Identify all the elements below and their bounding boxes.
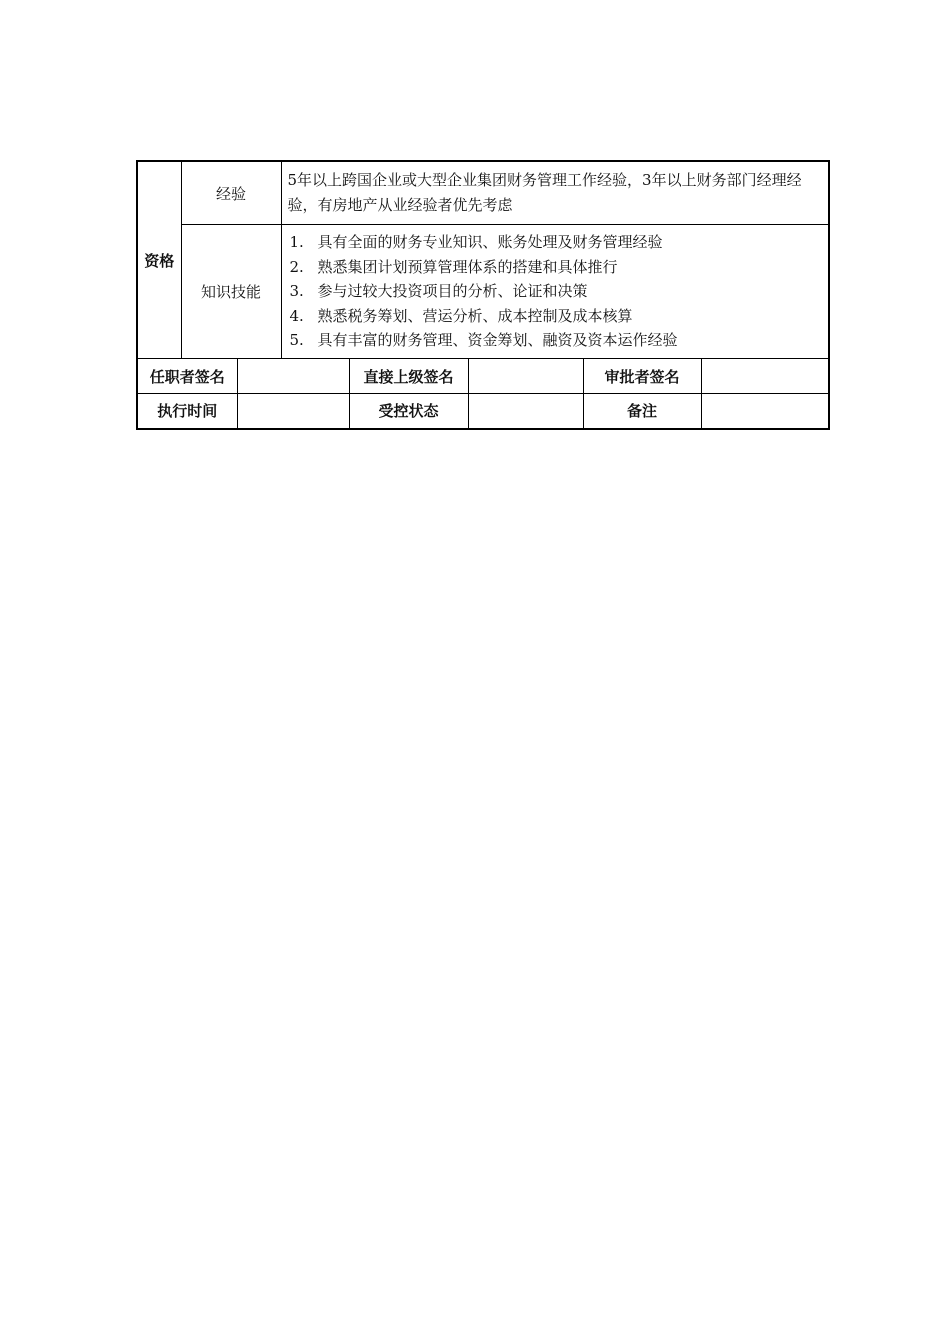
exec-time-label: 执行时间 xyxy=(137,394,237,429)
signature-row xyxy=(137,359,829,394)
control-status-label: 受控状态 xyxy=(349,394,468,429)
control-status-field[interactable] xyxy=(468,394,583,429)
supervisor-signature-label: 直接上级签名 xyxy=(349,359,468,394)
skills-row xyxy=(137,225,829,359)
list-item: 4. 熟悉税务筹划、营运分析、成本控制及成本核算 xyxy=(289,306,633,325)
skills-list xyxy=(290,230,821,353)
remarks-label: 备注 xyxy=(583,394,701,429)
exec-time-field[interactable] xyxy=(237,394,349,429)
holder-signature-field[interactable] xyxy=(237,359,349,394)
holder-signature-label: 任职者签名 xyxy=(137,359,237,394)
footer-row xyxy=(137,394,829,429)
remarks-field[interactable] xyxy=(701,394,829,429)
experience-text: 5年以上跨国企业或大型企业集团财务管理工作经验，3年以上财务部门经理经验，有房地产从业经验者优先考虑 xyxy=(281,161,829,225)
list-item: 2. 熟悉集团计划预算管理体系的搭建和具体推行 xyxy=(289,257,618,276)
list-item: 1. 具有全面的财务专业知识、账务处理及财务管理经验 xyxy=(289,233,663,252)
approver-signature-label: 审批者签名 xyxy=(583,359,701,394)
skills-list-cell xyxy=(281,225,829,359)
experience-label: 经验 xyxy=(181,161,281,225)
approver-signature-field[interactable] xyxy=(701,359,829,394)
skills-label: 知识技能 xyxy=(181,225,281,359)
list-item: 3. 参与过较大投资项目的分析、论证和决策 xyxy=(289,282,588,301)
list-item: 5. 具有丰富的财务管理、资金筹划、融资及资本运作经验 xyxy=(289,331,678,350)
supervisor-signature-field[interactable] xyxy=(468,359,583,394)
qualification-label: 资格 xyxy=(137,161,181,359)
qualifications-table xyxy=(136,160,830,430)
experience-row xyxy=(137,161,829,225)
